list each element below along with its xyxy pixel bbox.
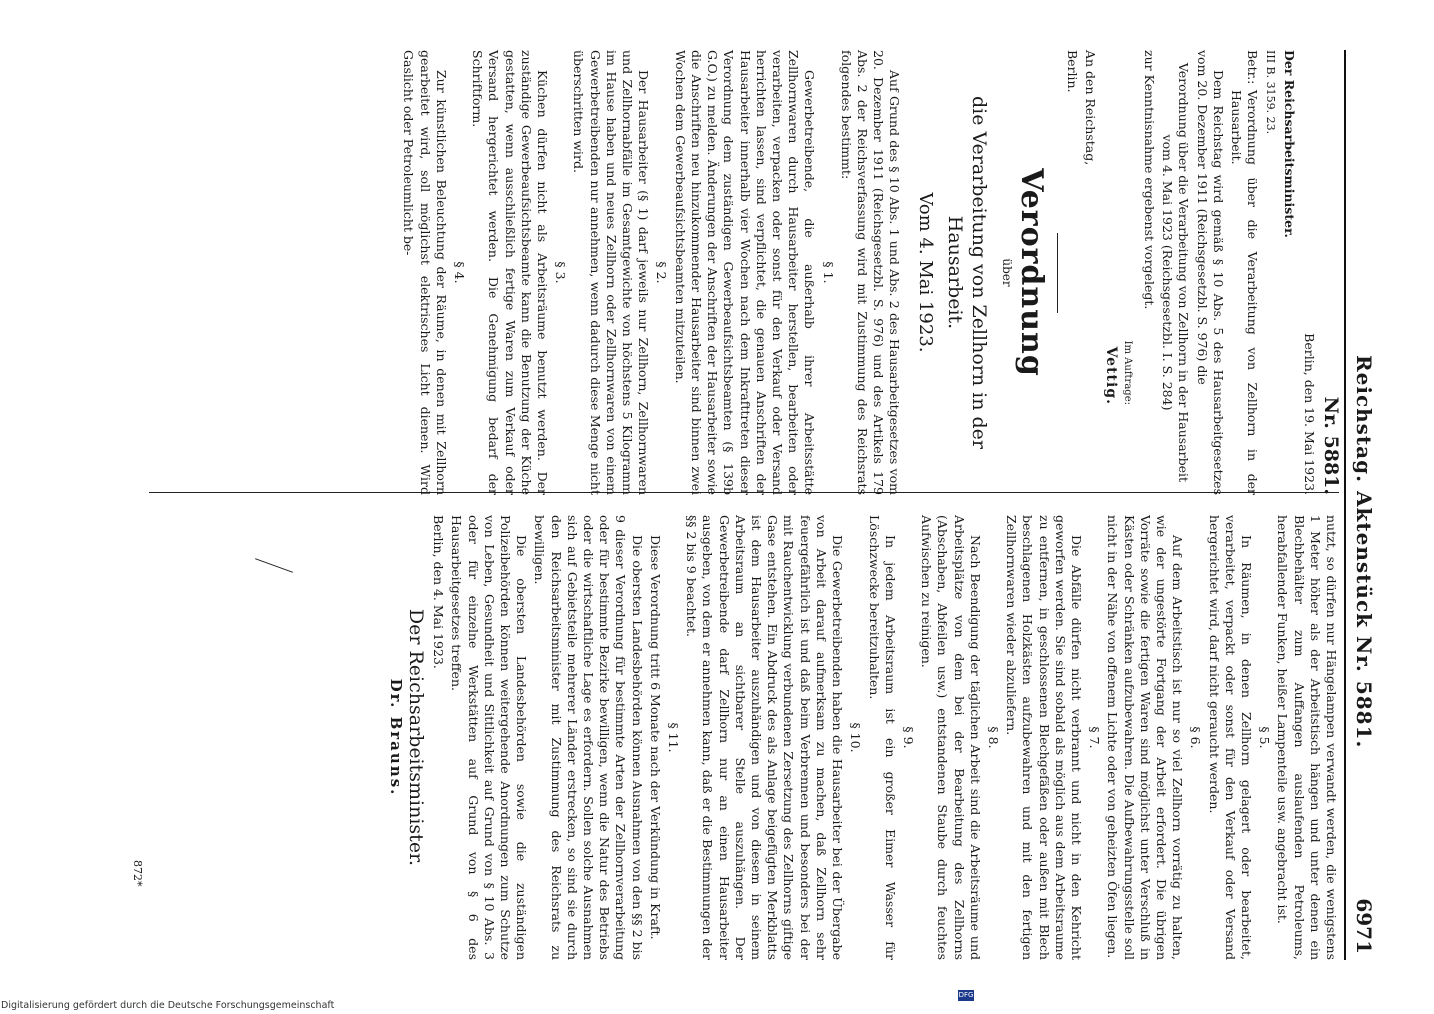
signatory: Vettig. (1102, 346, 1119, 405)
closing-name: Dr. Brauns. (386, 678, 405, 797)
section-8-heading: § 8. (985, 726, 1001, 749)
section-1-text: Gewerbetreibende, die außerhalb ihrer Arbeitsstätte Zellhornwaren durch Hausarbeiter herstellen, bearbeiten oder verarbeiten, verpacken oder sonst für den Verkauf oder Versand herrichten lassen, sind verpflichtet, die genauen Anschriften der Hausarbeiter innerhalb vier Wochen nach dem Inkrafttreten dieser Verordnung dem zuständigen Gewerbeaufsichtsbeamten (§ 139b G.O.) zu melden. Änderungen der Anschriften der Hausarbeiter sowie die Anschriften neu hinzukommender Hausarbeiter sind binnen zwei Wochen dem Gewerbeaufsichtsbeamten mitzuteilen. (672, 50, 818, 495)
section-11-text-a: Diese Verordnung tritt 6 Monate nach der Verkündung in Kraft. (647, 535, 663, 940)
running-head: Reichstag. Aktenstück Nr. 5881. (1352, 355, 1376, 749)
regulation-subtitle: die Verarbeitung von Zellhorn in der Hausarbeit. (943, 96, 990, 449)
addressee: An den Reichstag, (1083, 50, 1099, 166)
section-3-heading: § 3. (553, 261, 569, 284)
regulation-ueber: über (999, 258, 1014, 287)
regulation-title: Verordnung (1013, 168, 1049, 377)
right-column (388, 515, 1339, 960)
closing-date: Berlin, den 4. Mai 1923. (431, 515, 447, 669)
section-6-heading: § 6. (1188, 726, 1204, 749)
separator-rule (1057, 233, 1058, 313)
section-10-heading: § 10. (848, 722, 864, 753)
page-number-bottom: 872* (131, 860, 144, 887)
closing-title: Der Reichsarbeitsminister. (405, 608, 428, 867)
document-number: Nr. 5881. (1320, 396, 1342, 495)
dfg-logo-icon: DFG (958, 991, 974, 999)
intro-tail: zur Kenntnisnahme ergebenst vorgelegt. (1141, 50, 1157, 310)
section-4-text: Zur künstlichen Beleuchtung der Räume, in denen mit Zellhorn gearbeitet wird, soll möglichst elektrisches Licht dienen. Wird Gaslicht oder Petroleumlicht be- (401, 50, 449, 495)
section-5-heading: § 5. (1257, 726, 1273, 749)
section-11-heading: § 11. (666, 722, 682, 753)
section-3-text: Küchen dürfen nicht als Arbeitsräume benutzt werden. Der zuständige Gewerbeaufsichtsbeamte kann die Benutzung der Küche gestatten, wenn ausschließlich fertige Waren zum Verkauf oder Versand hergerichtet werden. Die Genehmigung bedarf der Schriftform. (470, 50, 551, 495)
section-5-text: In Räumen, in denen Zellhorn gelagert oder bearbeitet, verarbeitet, verpackt oder sonst für den Verkauf oder Versand hergerichtet wird, darf nicht geraucht werden. (1206, 515, 1254, 960)
section-11-text-b: Die obersten Landesbehörden können Ausnahmen von den §§ 2 bis 9 dieser Verordnung für bestimmte Arten der Zellhornverarbeitung oder für bestimmte Bezirke bewilligen, wenn die Natur des Betriebs oder die wirtschaftliche Lage es erfordern. Sollen solche Ausnahmen sich auf Gebietsteile mehrerer Länder erstrecken, so sind sie durch den Reichsarbeitsminister mit Zustimmung des Reichsrats zu bewilligen. (532, 515, 645, 960)
im-auftrage: Im Auftrage: (1121, 340, 1133, 405)
section-7-text: Die Abfälle dürfen nicht verbrannt und nicht in den Kehricht geworfen werden. Sie sind sobald als möglich aus dem Arbeitsraume zu entfernen, in geschlossenen Blechgefäßen oder außen mit Blech beschlagenen Holzkästen aufzubewahren und mit den fertigen Zellhornwaren wieder abzuliefern. (1004, 515, 1084, 960)
intro-paragraph: Dem Reichstag wird gemäß § 10 Abs. 5 des Hausarbeitgesetzes vom 20. Dezember 1911 (Reichsgesetzbl. S. 976) die (1194, 50, 1226, 495)
reference-number: III B. 3159. 23. (1264, 50, 1278, 135)
section-7-heading: § 7. (1087, 726, 1103, 749)
subject-label: Betr.: (1245, 50, 1261, 85)
section-9-heading: § 9. (900, 726, 916, 749)
preamble: Auf Grund des § 10 Abs. 1 und Abs. 2 des Hausarbeitgesetzes vom 20. Dezember 1911 (Reichsgesetzbl. S. 976) und des Artikels 179 Abs. 2 der Reichsverfassung wird mit Zustimmung des Reichsrats folgendes bestimmt: (838, 50, 903, 495)
regulation-date: Vom 4. Mai 1923. (914, 192, 936, 353)
dateline: Berlin, den 19. Mai 1923. (1301, 333, 1317, 495)
digitization-credit (1, 1000, 1431, 1014)
section-4-heading: § 4. (452, 261, 468, 284)
digitization-credit-text: Digitalisierung gefördert durch die Deutsche Forschungsgemeinschaft (1, 1000, 335, 1011)
section-2-heading: § 2. (654, 261, 670, 284)
section-1-heading: § 1. (820, 261, 836, 284)
minister-heading: Der Reichsarbeitsminister. (1281, 50, 1297, 238)
page-number-top: 6971 (1352, 898, 1376, 954)
section-6-text: Auf dem Arbeitstisch ist nur so viel Zellhorn vorrätig zu halten, wie der ungestörte Fortgang der Arbeit erfordert. Die übrigen Vorräte sowie die fertigen Waren sind möglichst unter Verschluß in Kästen oder Schränken aufzubewahren. Die Aufbewahrungsstelle soll nicht in der Nähe von offenem Lichte oder von geheizten Öfen liegen. (1105, 515, 1186, 960)
section-4-continued: nutzt, so dürfen nur Hängelampen verwandt werden, die wenigstens 1 Meter höher als der Arbeitstisch hängen und unter denen ein Blechbehälter zum Auffangen auslaufenden Petroleums, herabfallender Funken, heißer Lampenteile usw. angebracht ist. (1275, 515, 1339, 960)
section-2-text: Der Hausarbeiter (§ 1) darf jeweils nur Zellhorn, Zellhornwaren und Zellhornabfälle im Gesamtgewichte von höchstens 5 Kilogramm im Hause haben und neues Zellhorn oder Zellhornwaren von einem Gewerbetreibenden nur annehmen, wenn dadurch diese Menge nicht überschritten wird. (571, 50, 652, 495)
regulation-reference: Verordnung über die Verarbeitung von Zellhorn in der Hausarbeit vom 4. Mai 1923 (Reichsgesetzbl. I. S. 284) (1160, 62, 1192, 483)
section-11-text-c: Die obersten Landesbehörden sowie die zuständigen Polizeibehörden können weitergehende Anordnungen zum Schutze von Leben, Gesundheit und Sittlichkeit auf Grund von § 10 Abs. 3 oder für einzelne Werkstätten auf Grund von § 6 des Hausarbeitgesetzes treffen. (449, 515, 530, 960)
addressee-city: Berlin. (1065, 50, 1081, 93)
section-8-text: Nach Beendigung der täglichen Arbeit sind die Arbeitsräume und Arbeitsplätze von dem bei der Bearbeitung des Zellhorns (Abschaben, Abfeilen usw.) entstandenen Staube durch feuchtes Aufwischen zu reinigen. (919, 515, 983, 960)
subject-line (1228, 50, 1260, 495)
section-9-text: In jedem Arbeitsraum ist ein großer Eimer Wasser für Löschzwecke bereitzuhalten. (866, 515, 898, 960)
pen-mark (255, 558, 293, 573)
page-header (1344, 50, 1382, 960)
section-10-text: Die Gewerbetreibenden haben die Hausarbeiter bei der Übergabe von Arbeit darauf aufmerksam zu machen, daß Zellhorn sehr feuergefährlich ist und daß beim Verbrennen und besonders bei der mit Rauchentwicklung verbundenen Zersetzung des Zellhorns giftige Gase entstehen. Ein Abdruck des als Anlage beigefügten Merkblatts ist dem Hausarbeiter auszuhändigen und von diesem in seinem Arbeitsraum an sichtbarer Stelle auszuhängen. Der Gewerbetreibende darf Zellhorn nur an einen Hausarbeiter ausgeben, von dem er annehmen kann, daß er die Bestimmungen der §§ 2 bis 9 beachtet. (684, 515, 846, 960)
left-column (398, 50, 1342, 495)
subject-text: Verordnung über die Verarbeitung von Zellhorn in der Hausarbeit. (1228, 90, 1261, 495)
